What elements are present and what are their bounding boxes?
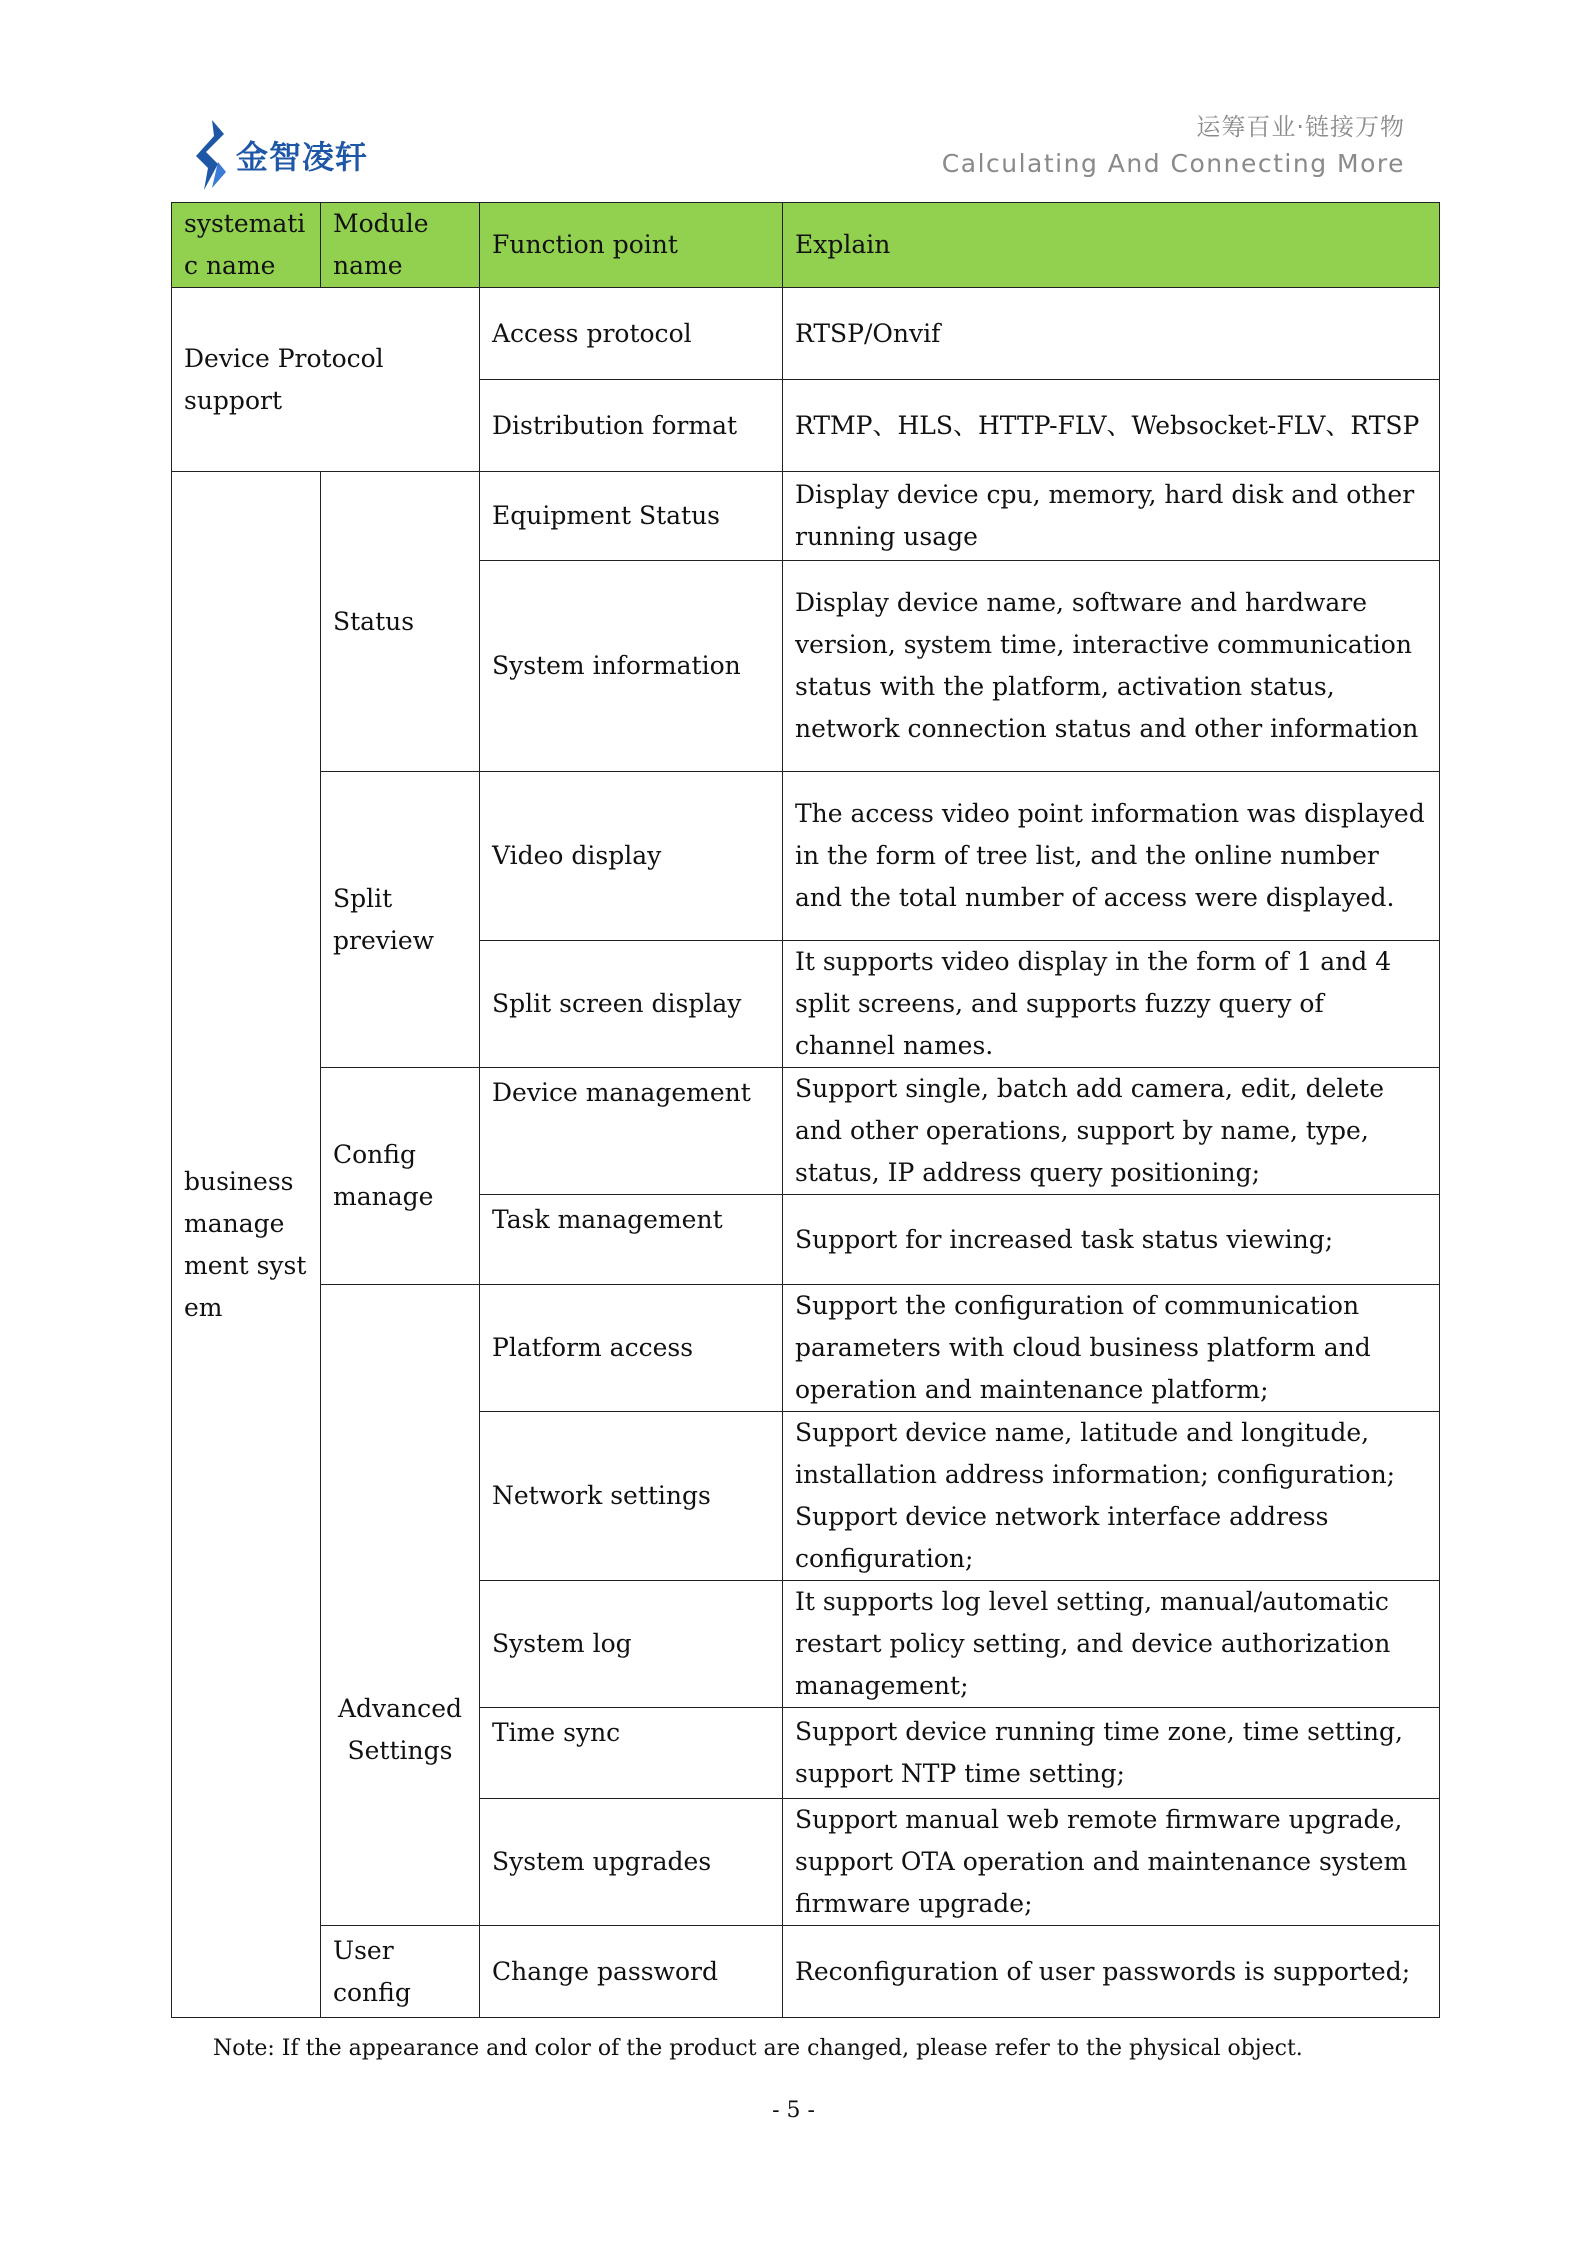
explain-cell: Support single, batch add camera, edit, delete and other operations, support by name, type, status, IP address query positioning;: [783, 1068, 1440, 1195]
function-cell: Device management: [480, 1068, 783, 1195]
page-header: [190, 110, 1405, 190]
explain-cell: RTMP、HLS、HTTP-FLV、Websocket-FLV、RTSP: [783, 380, 1440, 472]
table-header-row: [172, 203, 1440, 288]
explain-cell: Reconfiguration of user passwords is supported;: [783, 1926, 1440, 2018]
table-row: [172, 772, 1440, 941]
function-cell: Access protocol: [480, 288, 783, 380]
function-cell: Equipment Status: [480, 472, 783, 561]
function-cell: Video display: [480, 772, 783, 941]
brand-logo: [190, 118, 368, 192]
slogan-cn: 运筹百业·链接万物: [1196, 113, 1405, 141]
explain-cell: Support device running time zone, time setting, support NTP time setting;: [783, 1708, 1440, 1799]
function-cell: Time sync: [480, 1708, 783, 1799]
explain-cell: Support manual web remote firmware upgrade, support OTA operation and maintenance system firmware upgrade;: [783, 1799, 1440, 1926]
function-cell: Change password: [480, 1926, 783, 2018]
brand-name: 金智凌轩: [236, 138, 369, 176]
header-cell: systematic name: [172, 203, 321, 288]
function-cell: System log: [480, 1581, 783, 1708]
explain-cell: It supports video display in the form of 1 and 4 split screens, and supports fuzzy query of channel names.: [783, 941, 1440, 1068]
slogan: [942, 110, 1405, 184]
table-row: [172, 472, 1440, 561]
module-name-cell: Split preview: [321, 772, 480, 1068]
module-name-cell: User config: [321, 1926, 480, 2018]
function-cell: System upgrades: [480, 1799, 783, 1926]
header-cell: Function point: [480, 203, 783, 288]
table-row: [172, 1285, 1440, 1412]
brand-logo-icon: [190, 118, 230, 192]
function-cell: Distribution format: [480, 380, 783, 472]
explain-cell: Display device cpu, memory, hard disk and other running usage: [783, 472, 1440, 561]
function-cell: System information: [480, 561, 783, 772]
table-row: [172, 288, 1440, 380]
function-cell: Network settings: [480, 1412, 783, 1581]
explain-cell: Support for increased task status viewing;: [783, 1195, 1440, 1285]
module-name-cell: Status: [321, 472, 480, 772]
page-number: - 5 -: [772, 2098, 815, 2123]
system-name-cell: business management system: [172, 472, 321, 2018]
header-cell: Module name: [321, 203, 480, 288]
explain-cell: Display device name, software and hardware version, system time, interactive communication status with the platform, activation status, network connection status and other information: [783, 561, 1440, 772]
system-name-cell: Device Protocol support: [172, 288, 480, 472]
table-row: [172, 1926, 1440, 2018]
header-cell: Explain: [783, 203, 1440, 288]
module-name-cell: Advanced Settings: [321, 1285, 480, 1926]
explain-cell: The access video point information was displayed in the form of tree list, and the online number and the total number of access were displayed.: [783, 772, 1440, 941]
module-name-cell: Config manage: [321, 1068, 480, 1285]
function-cell: Split screen display: [480, 941, 783, 1068]
product-note: Note: If the appearance and color of the product are changed, please refer to the physical object.: [213, 2036, 1303, 2061]
explain-cell: Support the configuration of communication parameters with cloud business platform and operation and maintenance platform;: [783, 1285, 1440, 1412]
spec-table: [171, 202, 1440, 2018]
explain-cell: It supports log level setting, manual/automatic restart policy setting, and device authorization management;: [783, 1581, 1440, 1708]
function-cell: Task management: [480, 1195, 783, 1285]
table-row: [172, 1068, 1440, 1195]
function-cell: Platform access: [480, 1285, 783, 1412]
slogan-en: Calculating And Connecting More: [941, 149, 1405, 178]
explain-cell: RTSP/Onvif: [783, 288, 1440, 380]
explain-cell: Support device name, latitude and longitude, installation address information; configuration; Support device network interface address configuration;: [783, 1412, 1440, 1581]
